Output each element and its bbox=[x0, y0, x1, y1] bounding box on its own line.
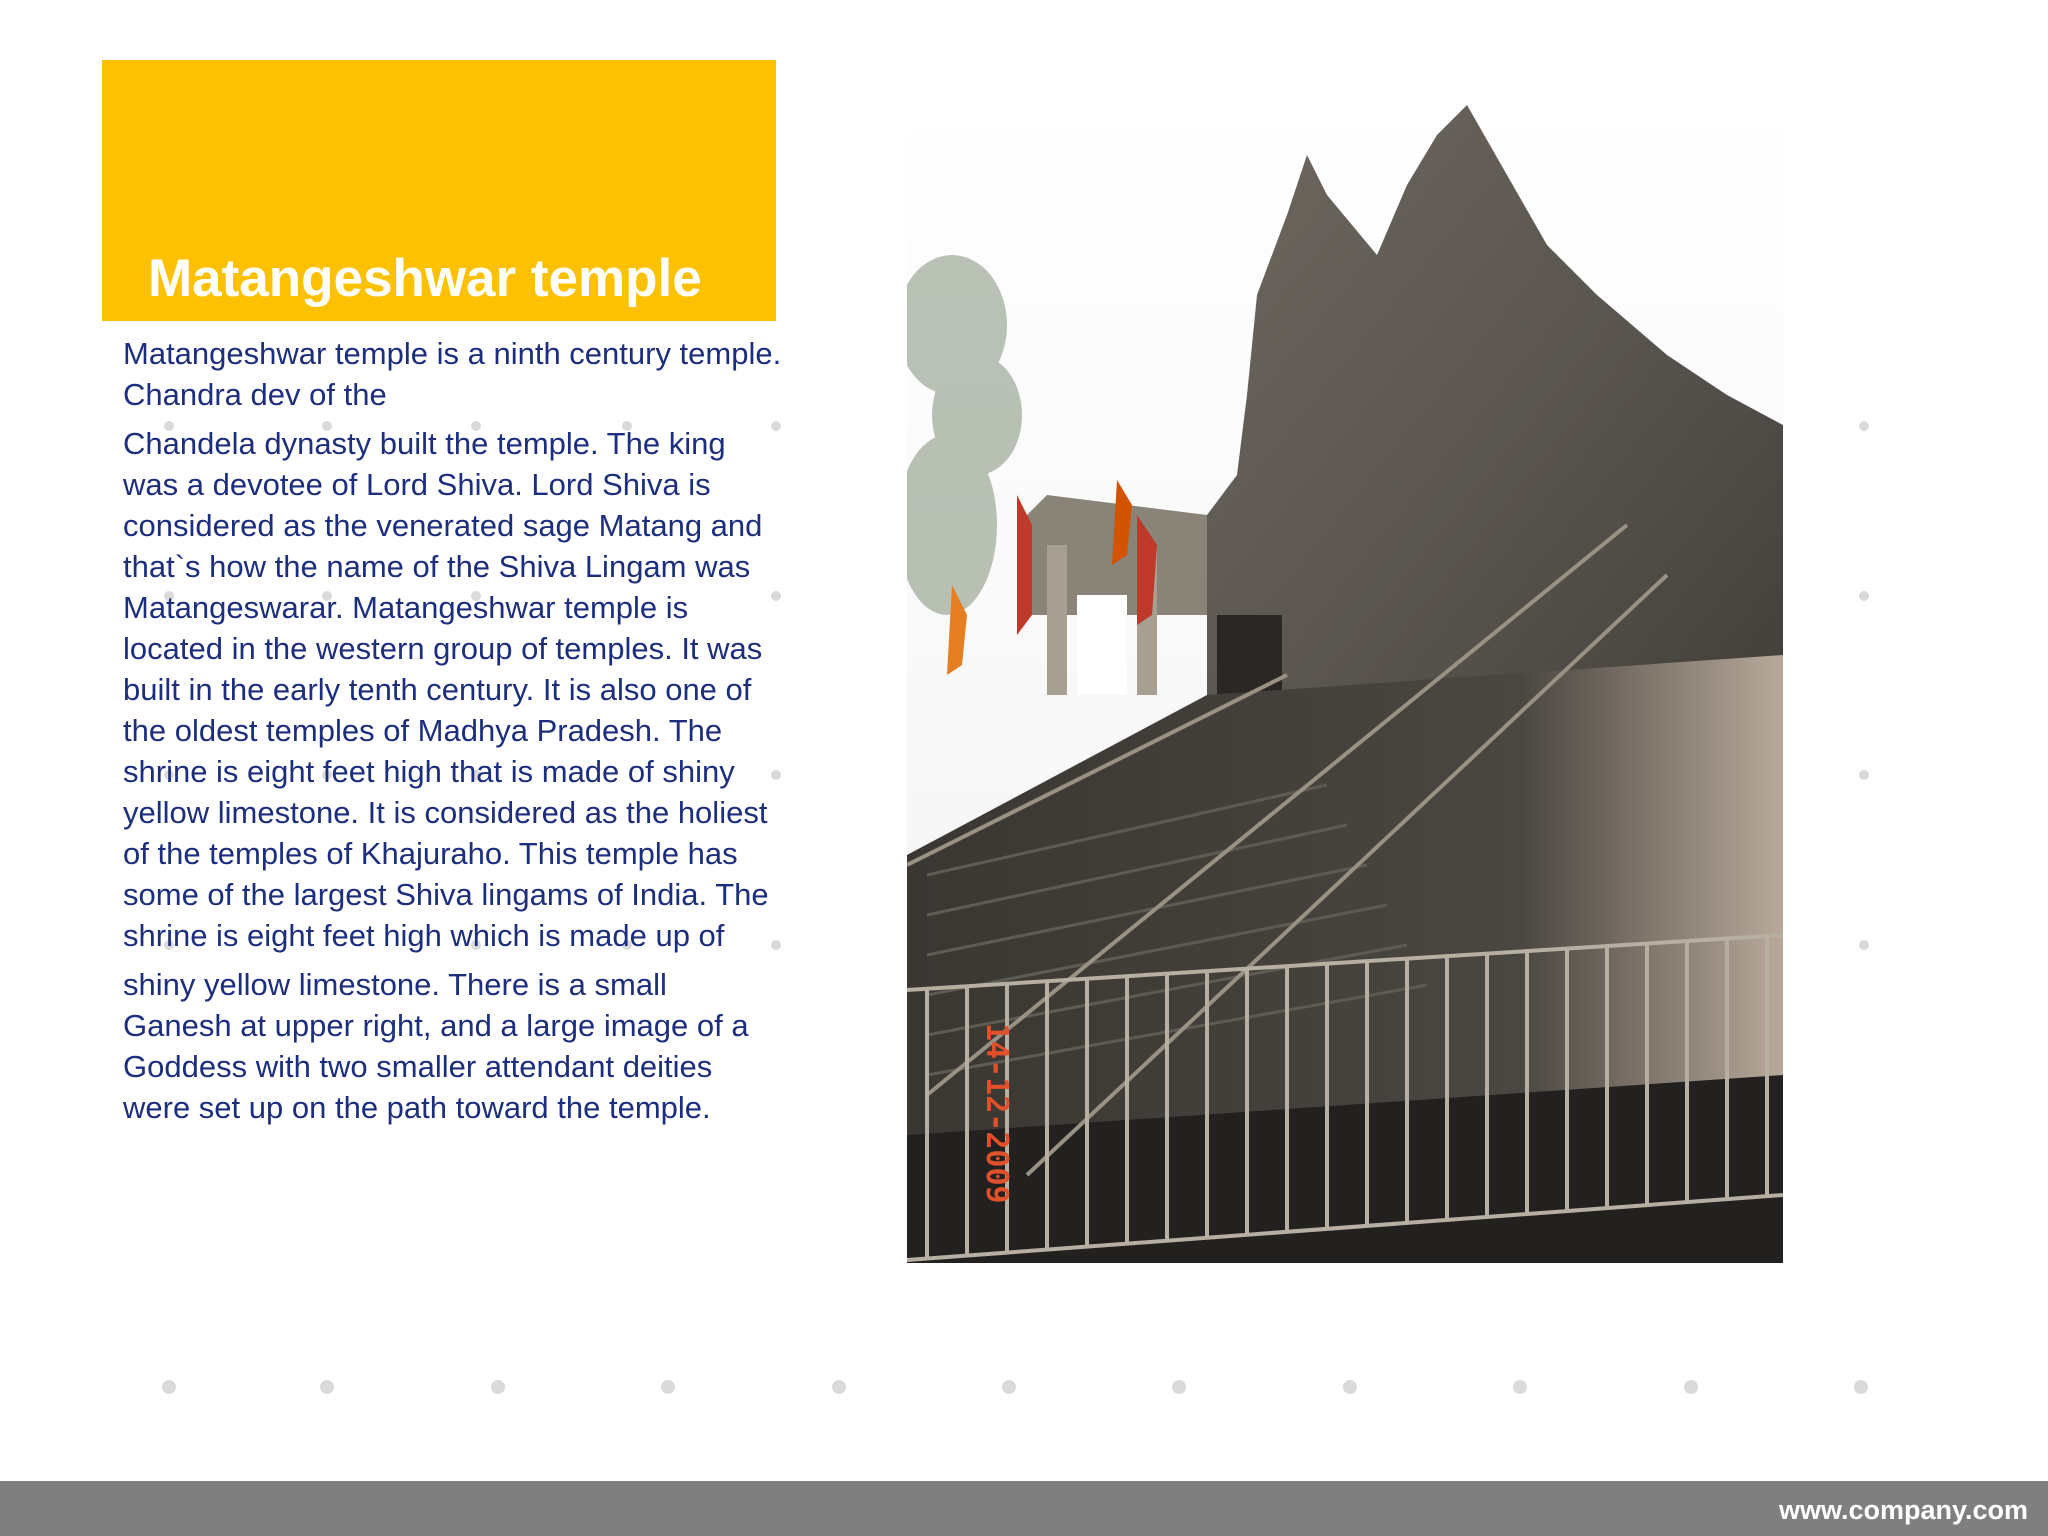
body-paragraph: Chandela dynasty built the temple. The king was a devotee of Lord Shiva. Lord Shiva is considered as the venerated sage Matang and that`s how the name of the Shiva Lingam was Matangeswarar. Matangeshwar temple is located in the western group of temples. It was built in the early tenth century. It is also one of the oldest temples of Madhya Pradesh. The shrine is eight feet high that is made of shiny yellow limestone. It is considered as the holiest of the temples of Khajuraho. This temple has some of the largest Shiva lingams of India. The shrine is eight feet high which is made up of bbox=[123, 426, 769, 953]
body-paragraph: Matangeshwar temple is a ninth century temple. Chandra dev of the bbox=[123, 336, 782, 412]
title-banner bbox=[102, 60, 776, 321]
photo-date-stamp: 14-12-2009 bbox=[979, 1023, 1014, 1204]
temple-photo bbox=[907, 95, 1783, 1263]
body-text bbox=[123, 333, 783, 1128]
footer-url: www.company.com bbox=[1778, 1495, 2028, 1525]
body-paragraph: shiny yellow limestone. There is a small Ganesh at upper right, and a large image of a Goddess with two smaller attendant deities were set up on the path toward the temple. bbox=[123, 967, 749, 1125]
slide-title: Matangeshwar temple bbox=[148, 249, 702, 308]
footer-bar bbox=[0, 1481, 2048, 1536]
